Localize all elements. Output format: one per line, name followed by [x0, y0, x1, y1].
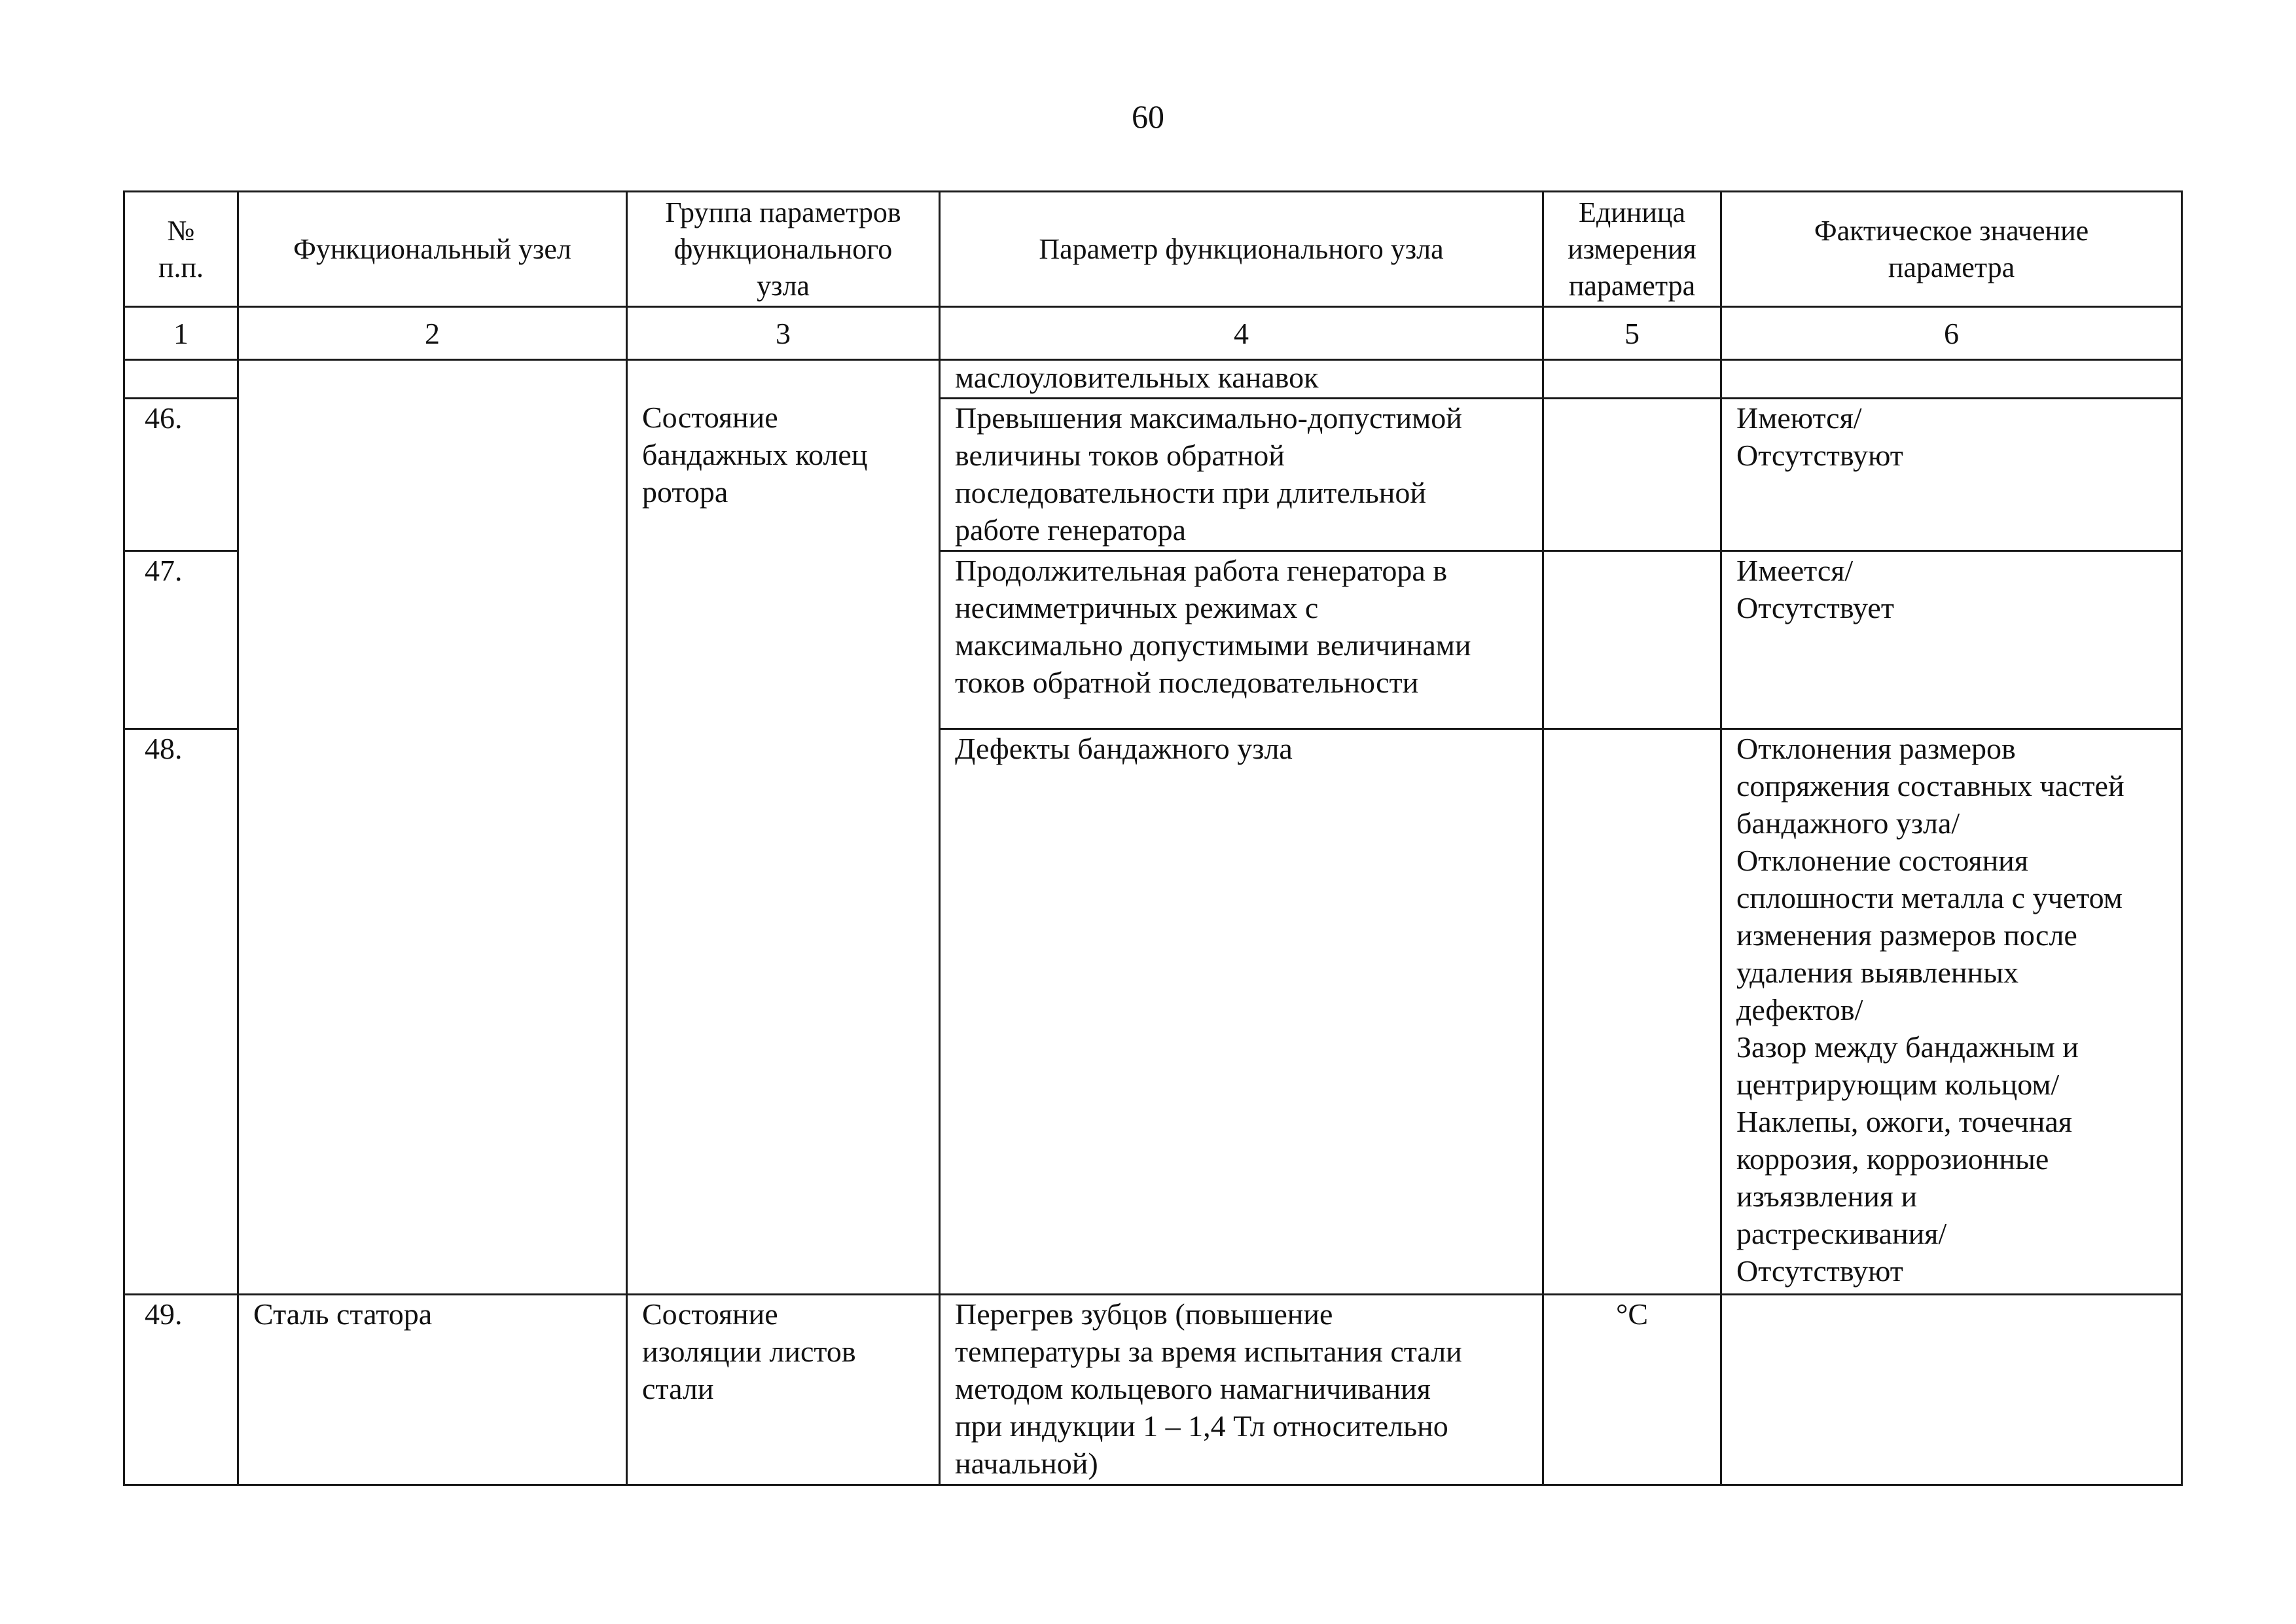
value-cell: Отклонения размеров сопряжения составных частей бандажного узла/ Отклонение состояния сплошности металла с учетом изменения размеров после удаления выявленных дефектов/ Зазор между бандажным и центрирующим кольцом/ Наклепы, ожоги, точечная коррозия, коррозионные изъязвления и растрескивания/ Отсутствуют: [1721, 729, 2182, 1295]
row-number: 47.: [124, 551, 238, 729]
continuation-num-cell: [124, 360, 238, 399]
continuation-param-cell: маслоуловительных канавок: [940, 360, 1543, 399]
column-number: 4: [940, 307, 1543, 360]
header-param: Параметр функционального узла: [940, 192, 1543, 307]
unit-cell: °C: [1543, 1295, 1721, 1485]
table-row: [124, 360, 2182, 399]
value-cell: [1721, 1295, 2182, 1485]
parameters-table: [123, 190, 2183, 1486]
unit-cell: [1543, 551, 1721, 729]
header-group: Группа параметров функционального узла: [627, 192, 940, 307]
header-unit: Единица измерения параметра: [1543, 192, 1721, 307]
value-cell: Имеется/ Отсутствует: [1721, 551, 2182, 729]
table-row: [124, 1295, 2182, 1485]
column-number: 5: [1543, 307, 1721, 360]
row-number: 49.: [124, 1295, 238, 1485]
param-cell: Превышения максимально-допустимой величины токов обратной последовательности при длительной работе генератора: [940, 399, 1543, 551]
header-value: Фактическое значение параметра: [1721, 192, 2182, 307]
continuation-unit-cell: [1543, 360, 1721, 399]
header-num: № п.п.: [124, 192, 238, 307]
node-cell-merged: [238, 360, 627, 1295]
column-number: 1: [124, 307, 238, 360]
group-cell-merged: Состояние бандажных колец ротора: [627, 399, 940, 1295]
column-number: 2: [238, 307, 627, 360]
continuation-value-cell: [1721, 360, 2182, 399]
group-cell: Состояние изоляции листов стали: [627, 1295, 940, 1485]
param-cell: Перегрев зубцов (повышение температуры за время испытания стали методом кольцевого намагничивания при индукции 1 – 1,4 Тл относительно начальной): [940, 1295, 1543, 1485]
column-number: 3: [627, 307, 940, 360]
page-number: 60: [1132, 98, 1164, 135]
value-cell: Имеются/ Отсутствуют: [1721, 399, 2182, 551]
row-number: 46.: [124, 399, 238, 551]
unit-cell: [1543, 399, 1721, 551]
row-number: 48.: [124, 729, 238, 1295]
param-cell: Дефекты бандажного узла: [940, 729, 1543, 1295]
column-numbers-row: [124, 307, 2182, 360]
node-cell: Сталь статора: [238, 1295, 627, 1485]
header-node: Функциональный узел: [238, 192, 627, 307]
param-cell: Продолжительная работа генератора в несимметричных режимах с максимально допустимыми величинами токов обратной последовательности: [940, 551, 1543, 729]
table-header-row: [124, 192, 2182, 307]
unit-cell: [1543, 729, 1721, 1295]
column-number: 6: [1721, 307, 2182, 360]
continuation-group-cell: [627, 360, 940, 399]
